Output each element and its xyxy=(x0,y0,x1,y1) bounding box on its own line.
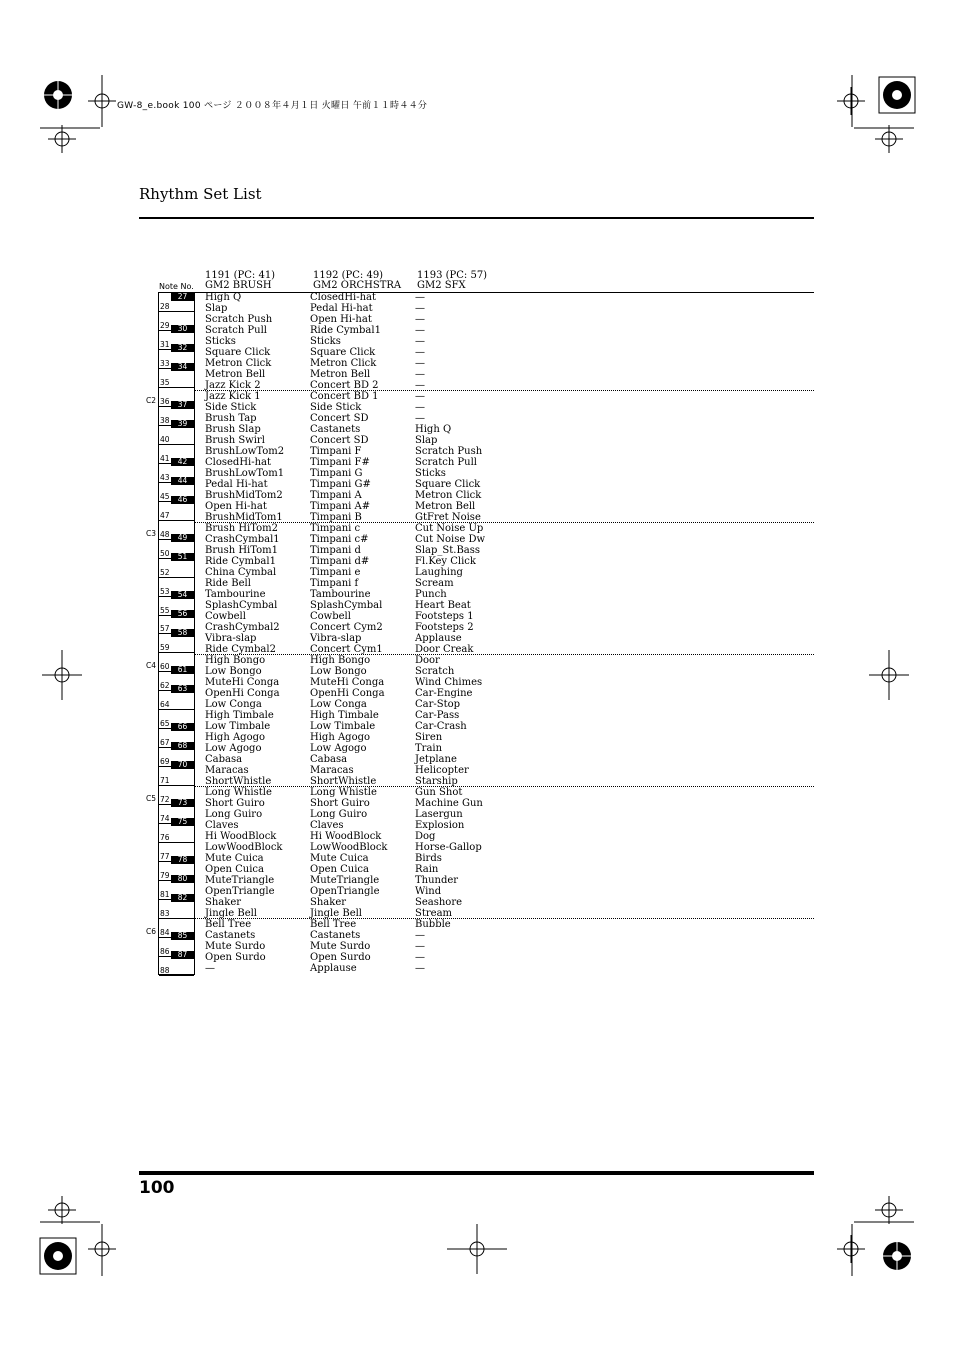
white-key-number: 53 xyxy=(160,586,170,596)
table-cell: Claves xyxy=(310,820,344,831)
black-key: 39 xyxy=(171,420,194,428)
table-cell: Dog xyxy=(415,831,436,842)
black-key: 68 xyxy=(171,742,194,750)
black-key: 27 xyxy=(171,293,194,301)
black-key: 78 xyxy=(171,856,194,864)
black-key: 82 xyxy=(171,894,194,902)
set-name: GM2 BRUSH xyxy=(205,280,272,291)
black-key: 51 xyxy=(171,553,194,561)
table-cell: Gun Shot xyxy=(415,787,463,798)
table-cell: Hi WoodBlock xyxy=(310,831,382,842)
table-cell: Brush HiTom1 xyxy=(205,545,278,556)
black-key: 85 xyxy=(171,932,194,940)
black-key: 32 xyxy=(171,344,194,352)
table-cell: BrushLowTom1 xyxy=(205,468,285,479)
table-cell: Low Bongo xyxy=(310,666,367,677)
table-cell: — xyxy=(415,292,425,303)
table-cell: Brush Slap xyxy=(205,424,261,435)
table-cell: ShortWhistle xyxy=(310,776,377,787)
table-cell: Long Guiro xyxy=(310,809,368,820)
white-key-number: 69 xyxy=(160,757,170,767)
white-key-number: 81 xyxy=(160,890,170,900)
registration-target-left-mid xyxy=(42,650,82,700)
table-cell: Footsteps 2 xyxy=(415,622,474,633)
white-key-number: 57 xyxy=(160,624,170,634)
table-cell: Door xyxy=(415,655,440,666)
table-cell: — xyxy=(415,358,425,369)
table-cell: — xyxy=(415,314,425,325)
table-cell: Cabasa xyxy=(205,754,243,765)
table-cell: — xyxy=(415,930,425,941)
table-cell: Sticks xyxy=(205,336,236,347)
table-cell: Concert SD xyxy=(310,435,369,446)
table-cell: SplashCymbal xyxy=(205,600,278,611)
table-cell: Concert BD 2 xyxy=(310,380,379,391)
table-cell: Bell Tree xyxy=(205,919,252,930)
table-cell: Timpani f xyxy=(310,578,359,589)
table-cell: Long Whistle xyxy=(205,787,272,798)
table-cell: Castanets xyxy=(310,930,361,941)
table-cell: — xyxy=(415,369,425,380)
table-cell: Square Click xyxy=(205,347,271,358)
table-cell: Castanets xyxy=(310,424,361,435)
table-cell: BrushMidTom1 xyxy=(205,512,283,523)
table-cell: Jazz Kick 1 xyxy=(205,391,261,402)
table-cell: Siren xyxy=(415,732,443,743)
table-cell: Low Timbale xyxy=(310,721,376,732)
table-cell: Concert SD xyxy=(310,413,369,424)
table-cell: Mute Cuica xyxy=(310,853,369,864)
table-cell: Vibra-slap xyxy=(310,633,362,644)
table-cell: Side Stick xyxy=(310,402,362,413)
table-cell: Timpani F# xyxy=(310,457,370,468)
black-key: 70 xyxy=(171,761,194,769)
table-cell: Metron Click xyxy=(415,490,482,501)
table-cell: Short Guiro xyxy=(310,798,370,809)
page-title: Rhythm Set List xyxy=(139,185,262,203)
white-key-number: 36 xyxy=(160,396,170,406)
table-cell: — xyxy=(415,413,425,424)
registration-target-left-1 xyxy=(48,125,76,153)
table-cell: Footsteps 1 xyxy=(415,611,474,622)
white-key-number: 28 xyxy=(160,301,170,311)
page-number: 100 xyxy=(139,1178,175,1198)
table-cell: OpenTriangle xyxy=(205,886,275,897)
table-cell: OpenHi Conga xyxy=(205,688,280,699)
white-key-number: 29 xyxy=(160,320,170,330)
table-cell: China Cymbal xyxy=(205,567,277,578)
table-cell: Scratch Push xyxy=(415,446,483,457)
table-cell: Timpani G xyxy=(310,468,363,479)
table-cell: Open Surdo xyxy=(205,952,266,963)
table-cell: Tambourine xyxy=(205,589,266,600)
white-key-number: 64 xyxy=(160,700,170,710)
registration-target-bottom-right xyxy=(837,1235,865,1263)
white-key-number: 62 xyxy=(160,681,170,691)
table-cell: Cut Noise Up xyxy=(415,523,484,534)
white-key-number: 83 xyxy=(160,909,170,919)
table-cell: Jetplane xyxy=(415,754,457,765)
table-cell: BrushMidTom2 xyxy=(205,490,283,501)
table-cell: Cowbell xyxy=(310,611,351,622)
white-key-number: 76 xyxy=(160,833,170,843)
table-cell: Bell Tree xyxy=(310,919,357,930)
table-cell: Machine Gun xyxy=(415,798,483,809)
table-cell: Jazz Kick 2 xyxy=(205,380,261,391)
table-cell: Train xyxy=(415,743,443,754)
table-cell: MuteTriangle xyxy=(310,875,380,886)
table-cell: High Agogo xyxy=(310,732,371,743)
print-header-note: GW-8_e.book 100 ページ ２００８年４月１日 火曜日 午前１１時４４分 xyxy=(117,101,428,111)
black-key: 54 xyxy=(171,591,194,599)
table-cell: Open Hi-hat xyxy=(205,501,267,512)
table-cell: MuteHi Conga xyxy=(205,677,280,688)
white-key-number: 40 xyxy=(160,434,170,444)
table-cell: Open Hi-hat xyxy=(310,314,372,325)
table-cell: Concert Cym1 xyxy=(310,644,383,655)
table-cell: Sticks xyxy=(415,468,446,479)
star-target-bottom-left xyxy=(40,1238,76,1274)
table-cell: — xyxy=(415,402,425,413)
black-key: 42 xyxy=(171,458,194,466)
table-cell: Helicopter xyxy=(415,765,469,776)
table-cell: Low Conga xyxy=(205,699,262,710)
table-cell: Lasergun xyxy=(415,809,463,820)
table-cell: Starship xyxy=(415,776,458,787)
white-key-number: 88 xyxy=(160,965,170,975)
table-cell: Jingle Bell xyxy=(205,908,258,919)
octave-label: C5 xyxy=(146,794,157,804)
black-key: 44 xyxy=(171,477,194,485)
table-cell: Car-Pass xyxy=(415,710,460,721)
black-key: 49 xyxy=(171,534,194,542)
table-cell: Pedal Hi-hat xyxy=(310,303,373,314)
registration-target-left-2 xyxy=(48,1196,76,1224)
table-cell: High Bongo xyxy=(310,655,371,666)
octave-label: C4 xyxy=(146,661,157,671)
table-cell: ClosedHi-hat xyxy=(205,457,272,468)
black-key: 63 xyxy=(171,685,194,693)
set-number: 1191 (PC: 41) xyxy=(205,270,276,281)
table-cell: MuteTriangle xyxy=(205,875,275,886)
table-cell: Punch xyxy=(415,589,447,600)
black-key: 30 xyxy=(171,325,194,333)
table-cell: Metron Click xyxy=(310,358,377,369)
black-key: 34 xyxy=(171,363,194,371)
table-cell: Applause xyxy=(415,633,462,644)
table-cell: Timpani e xyxy=(310,567,361,578)
table-cell: Rain xyxy=(415,864,439,875)
table-cell: Car-Stop xyxy=(415,699,461,710)
table-cell: Concert Cym2 xyxy=(310,622,383,633)
table-cell: Short Guiro xyxy=(205,798,265,809)
table-cell: Birds xyxy=(415,853,442,864)
table-cell: High Q xyxy=(205,292,242,303)
star-target-top-left xyxy=(38,75,78,115)
table-cell: Vibra-slap xyxy=(205,633,257,644)
table-cell: Square Click xyxy=(310,347,376,358)
table-cell: Laughing xyxy=(415,567,463,578)
black-key: 56 xyxy=(171,610,194,618)
white-key-number: 38 xyxy=(160,415,170,425)
table-cell: Slap_St.Bass xyxy=(415,545,481,556)
table-cell: Car-Engine xyxy=(415,688,473,699)
white-key-number: 60 xyxy=(160,662,170,672)
white-key-number: 45 xyxy=(160,491,170,501)
table-cell: High Agogo xyxy=(205,732,266,743)
white-key-number: 52 xyxy=(160,567,170,577)
star-target-top-right xyxy=(879,77,915,113)
table-cell: Timpani c xyxy=(310,523,361,534)
table-cell: Seashore xyxy=(415,897,463,908)
white-key-number: 35 xyxy=(160,377,170,387)
registration-target-top-left xyxy=(88,87,116,115)
table-cell: Metron Bell xyxy=(310,369,371,380)
table-cell: Open Cuica xyxy=(310,864,369,875)
white-key-number: 48 xyxy=(160,529,170,539)
table-cell: Ride Cymbal1 xyxy=(205,556,276,567)
table-cell: Low Agogo xyxy=(205,743,262,754)
table-cell: ShortWhistle xyxy=(205,776,272,787)
table-cell: Applause xyxy=(310,963,357,974)
set-name: GM2 SFX xyxy=(417,280,466,291)
black-key: 66 xyxy=(171,723,194,731)
table-cell: — xyxy=(415,380,425,391)
table-cell: Ride Cymbal2 xyxy=(205,644,276,655)
table-cell: — xyxy=(415,941,425,952)
table-cell: Metron Bell xyxy=(205,369,266,380)
registration-target-bottom-left xyxy=(88,1235,116,1263)
table-cell: CrashCymbal1 xyxy=(205,534,280,545)
table-cell: Ride Bell xyxy=(205,578,251,589)
table-cell: Low Timbale xyxy=(205,721,271,732)
table-cell: Maracas xyxy=(205,765,249,776)
table-cell: Thunder xyxy=(415,875,459,886)
table-cell: Timpani A xyxy=(310,490,362,501)
table-cell: Maracas xyxy=(310,765,354,776)
white-key-number: 41 xyxy=(160,453,170,463)
table-cell: Sticks xyxy=(310,336,341,347)
table-cell: Castanets xyxy=(205,930,256,941)
table-cell: Low Conga xyxy=(310,699,367,710)
table-cell: High Q xyxy=(415,424,452,435)
table-cell: Timpani G# xyxy=(310,479,371,490)
table-cell: Open Surdo xyxy=(310,952,371,963)
table-cell: Bubble xyxy=(415,919,451,930)
white-key-number: 74 xyxy=(160,814,170,824)
table-cell: Timpani A# xyxy=(310,501,371,512)
table-cell: Low Agogo xyxy=(310,743,367,754)
table-cell: Claves xyxy=(205,820,239,831)
table-cell: Mute Surdo xyxy=(310,941,371,952)
table-cell: GtFret Noise xyxy=(415,512,481,523)
white-key-number: 43 xyxy=(160,472,170,482)
table-cell: LowWoodBlock xyxy=(310,842,388,853)
table-cell: Timpani c# xyxy=(310,534,369,545)
table-cell: Wind Chimes xyxy=(415,677,483,688)
table-cell: — xyxy=(415,391,425,402)
set-number: 1192 (PC: 49) xyxy=(313,270,384,281)
table-cell: Long Whistle xyxy=(310,787,377,798)
table-cell: Cowbell xyxy=(205,611,246,622)
white-key-number: 84 xyxy=(160,928,170,938)
white-key-number: 31 xyxy=(160,339,170,349)
octave-label: C2 xyxy=(146,395,157,405)
table-cell: MuteHi Conga xyxy=(310,677,385,688)
octave-label: C6 xyxy=(146,927,157,937)
table-cell: Low Bongo xyxy=(205,666,262,677)
table-cell: Square Click xyxy=(415,479,481,490)
black-key: 61 xyxy=(171,666,194,674)
table-cell: Scratch xyxy=(415,666,455,677)
table-cell: Horse-Gallop xyxy=(415,842,482,853)
table-cell: Fl.Key Click xyxy=(415,556,476,567)
octave-label: C3 xyxy=(146,528,157,538)
table-cell: Scratch Pull xyxy=(415,457,477,468)
table-cell: Mute Surdo xyxy=(205,941,266,952)
registration-target-right-2 xyxy=(875,1196,903,1224)
set-number: 1193 (PC: 57) xyxy=(417,270,488,281)
table-cell: Explosion xyxy=(415,820,465,831)
black-key: 73 xyxy=(171,799,194,807)
table-cell: Timpani B xyxy=(310,512,362,523)
table-cell: Shaker xyxy=(205,897,242,908)
black-key: 58 xyxy=(171,629,194,637)
table-cell: Slap xyxy=(205,303,228,314)
table-cell: High Bongo xyxy=(205,655,266,666)
table-cell: High Timbale xyxy=(310,710,379,721)
table-cell: Open Cuica xyxy=(205,864,264,875)
table-cell: Metron Bell xyxy=(415,501,476,512)
table-cell: — xyxy=(415,963,425,974)
table-cell: — xyxy=(415,952,425,963)
table-cell: SplashCymbal xyxy=(310,600,383,611)
white-key-number: 50 xyxy=(160,548,170,558)
table-cell: OpenHi Conga xyxy=(310,688,385,699)
table-cell: — xyxy=(415,325,425,336)
table-cell: — xyxy=(205,963,215,974)
table-cell: Timpani F xyxy=(310,446,362,457)
table-cell: Wind xyxy=(415,886,442,897)
white-key-number: 77 xyxy=(160,852,170,862)
white-key-number: 71 xyxy=(160,776,170,786)
table-cell: — xyxy=(415,347,425,358)
table-cell: Metron Click xyxy=(205,358,272,369)
table-cell: Timpani d# xyxy=(310,556,370,567)
star-target-bottom-right xyxy=(877,1236,917,1276)
white-key-number: 55 xyxy=(160,605,170,615)
white-key-number: 47 xyxy=(160,510,170,520)
registration-target-bottom-center xyxy=(447,1224,507,1274)
white-key-number: 65 xyxy=(160,719,170,729)
table-cell: Stream xyxy=(415,908,453,919)
table-cell: Side Stick xyxy=(205,402,257,413)
table-cell: Car-Crash xyxy=(415,721,467,732)
table-cell: CrashCymbal2 xyxy=(205,622,280,633)
table-cell: Brush HiTom2 xyxy=(205,523,278,534)
white-key-number: 79 xyxy=(160,871,170,881)
table-cell: ClosedHi-hat xyxy=(310,292,377,303)
black-key: 46 xyxy=(171,496,194,504)
table-cell: Slap xyxy=(415,435,438,446)
registration-target-right-mid xyxy=(869,650,909,700)
table-cell: Concert BD 1 xyxy=(310,391,379,402)
white-key-number: 67 xyxy=(160,738,170,748)
table-cell: Cut Noise Dw xyxy=(415,534,486,545)
white-key-number: 86 xyxy=(160,947,170,957)
table-cell: OpenTriangle xyxy=(310,886,380,897)
table-cell: — xyxy=(415,336,425,347)
white-key-number: 59 xyxy=(160,643,170,653)
registration-target-top-right xyxy=(837,87,865,115)
table-cell: Scream xyxy=(415,578,454,589)
table-cell: Pedal Hi-hat xyxy=(205,479,268,490)
table-cell: Hi WoodBlock xyxy=(205,831,277,842)
table-cell: Brush Swirl xyxy=(205,435,265,446)
table-cell: High Timbale xyxy=(205,710,274,721)
table-cell: Scratch Push xyxy=(205,314,273,325)
table-cell: Shaker xyxy=(310,897,347,908)
table-cell: Heart Beat xyxy=(415,600,471,611)
black-key: 87 xyxy=(171,951,194,959)
black-key: 75 xyxy=(171,818,194,826)
black-key: 80 xyxy=(171,875,194,883)
table-cell: Ride Cymbal1 xyxy=(310,325,381,336)
table-cell: Brush Tap xyxy=(205,413,257,424)
table-cell: Jingle Bell xyxy=(310,908,363,919)
table-cell: — xyxy=(415,303,425,314)
registration-target-right-1 xyxy=(875,125,903,153)
black-key: 37 xyxy=(171,401,194,409)
table-cell: BrushLowTom2 xyxy=(205,446,285,457)
white-key-number: 33 xyxy=(160,358,170,368)
table-cell: Mute Cuica xyxy=(205,853,264,864)
table-cell: Scratch Pull xyxy=(205,325,267,336)
table-cell: Long Guiro xyxy=(205,809,263,820)
table-cell: Timpani d xyxy=(310,545,361,556)
table-cell: LowWoodBlock xyxy=(205,842,283,853)
table-cell: Cabasa xyxy=(310,754,348,765)
table-cell: Door Creak xyxy=(415,644,474,655)
white-key-number: 72 xyxy=(160,795,170,805)
note-number-header: Note No. xyxy=(159,282,194,291)
set-name: GM2 ORCHSTRA xyxy=(313,280,402,291)
table-cell: Tambourine xyxy=(310,589,371,600)
